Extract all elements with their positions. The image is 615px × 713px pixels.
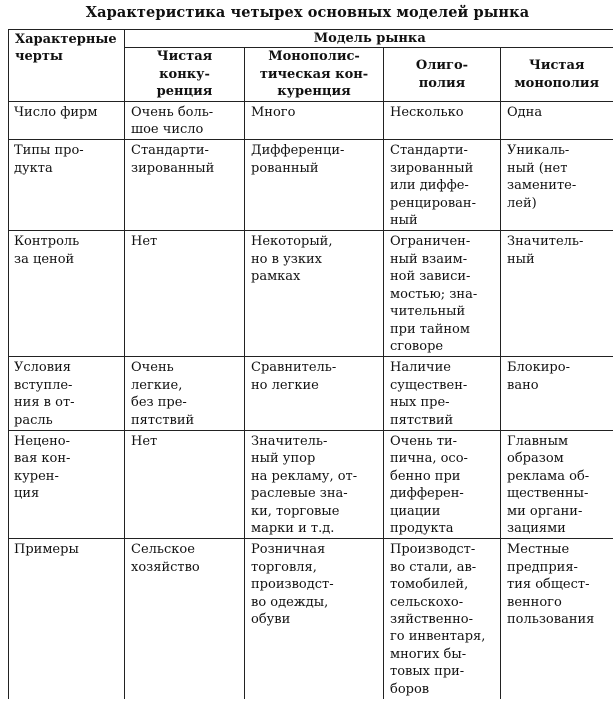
table-cell: Наличие существен- ных пре- пятствий: [384, 357, 501, 431]
table-cell: Стандарти- зированный или диффе- ренцирован- ный: [384, 140, 501, 231]
header-row-group: [9, 30, 613, 48]
table-cell: Блокиро- вано: [501, 357, 613, 431]
table-header: [9, 30, 613, 102]
table-row: [9, 430, 613, 538]
table-cell: Нет: [125, 231, 245, 357]
table-cell: Значитель- ный упор на рекламу, от- раслевые зна- ки, торговые марки и т.д.: [245, 430, 384, 538]
table-cell: Значитель- ный: [501, 231, 613, 357]
table-cell: Очень ти- пична, осо- бенно при дифферен- циации продукта: [384, 430, 501, 538]
table-cell: Несколько: [384, 101, 501, 140]
table-cell: Очень легкие, без пре- пятствий: [125, 357, 245, 431]
table-cell: Нет: [125, 430, 245, 538]
table-row: [9, 101, 613, 140]
table-row: [9, 357, 613, 431]
header-monopolistic-competition: Монополис- тическая кон- куренция: [245, 48, 384, 101]
table-cell: Главным образом реклама об- щественны- ми органи- зациями: [501, 430, 613, 538]
row-feature-label: Примеры: [9, 539, 125, 699]
table-cell: Некоторый, но в узких рамках: [245, 231, 384, 357]
table-cell: Одна: [501, 101, 613, 140]
header-market-model-group: Модель рынка: [125, 30, 613, 48]
table-cell: Очень боль- шое число: [125, 101, 245, 140]
table-row: [9, 140, 613, 231]
table-body: [9, 101, 613, 699]
row-feature-label: Контроль за ценой: [9, 231, 125, 357]
document-title: Характеристика четырех основных моделей рынка: [85, 4, 530, 21]
table-cell: Розничная торговля, производст- во одежды, обуви: [245, 539, 384, 699]
table-cell: Местные предприя- тия общест- венного пользования: [501, 539, 613, 699]
market-models-table: [8, 29, 613, 699]
header-pure-monopoly: Чистая монополия: [501, 48, 613, 101]
header-pure-competition: Чистая конку- ренция: [125, 48, 245, 101]
row-feature-label: Число фирм: [9, 101, 125, 140]
row-feature-label: Типы про- дукта: [9, 140, 125, 231]
table-cell: Много: [245, 101, 384, 140]
table-cell: Дифференци- рованный: [245, 140, 384, 231]
table-cell: Сельское хозяйство: [125, 539, 245, 699]
table-cell: Сравнитель- но легкие: [245, 357, 384, 431]
table-cell: Уникаль- ный (нет замените- лей): [501, 140, 613, 231]
table-row: [9, 539, 613, 699]
header-oligopoly: Олиго- полия: [384, 48, 501, 101]
table-cell: Ограничен- ный взаим- ной зависи- мостью; зна- чительный при тайном сговоре: [384, 231, 501, 357]
table-cell: Производст- во стали, ав- томобилей, сельскохо- зяйственно- го инвентаря, многих бы- товых при- боров: [384, 539, 501, 699]
table-cell: Стандарти- зированный: [125, 140, 245, 231]
header-features: Характерные черты: [9, 30, 125, 102]
table-row: [9, 231, 613, 357]
row-feature-label: Условия вступле- ния в от- расль: [9, 357, 125, 431]
row-feature-label: Нецено- вая кон- курен- ция: [9, 430, 125, 538]
